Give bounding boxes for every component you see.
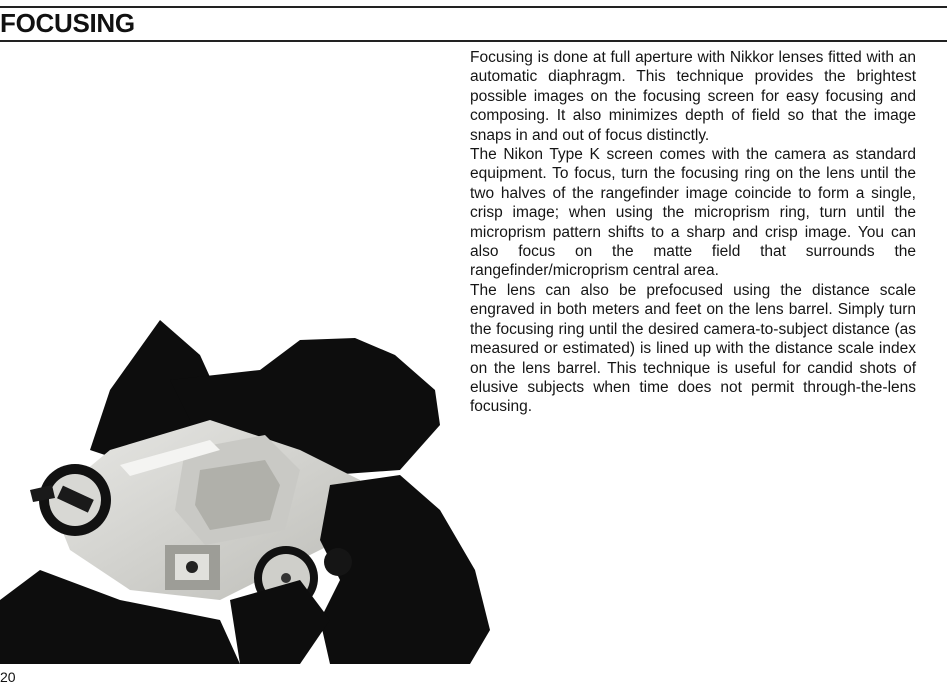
body-text bbox=[470, 48, 916, 417]
paragraph-type-k-screen: The Nikon Type K screen comes with the camera as standard equipment. To focus, turn the focusing ring on the lens until the two halves of the rangefinder image coincide to form a single, crisp image; when using the microprism ring, turn until the microprism pattern shifts to a sharp and crisp image. You can also focus on the matte field that surrounds the rangefinder/microprism central area. bbox=[470, 146, 916, 280]
camera-photo bbox=[0, 300, 490, 664]
paragraph-full-aperture: Focusing is done at full aperture with Nikkor lenses fitted with an automatic diaphragm. This technique provides the brightest possible images on the focusing screen for easy focusing and composing. It also minimizes depth of field so that the image snaps in and out of focus distinctly. bbox=[470, 49, 916, 144]
page-number: 20 bbox=[0, 669, 16, 685]
title-rule bbox=[0, 40, 947, 42]
top-rule bbox=[0, 6, 947, 8]
paragraph-prefocusing: The lens can also be prefocused using the distance scale engraved in both meters and feet on the lens barrel. Simply turn the focusing ring until the desired camera-to-subject distance (as measured or estimated) is lined up with the distance scale index on the lens barrel. This technique is useful for candid shots of elusive subjects when time does not permit through-the-lens focusing. bbox=[470, 281, 916, 416]
page-title: FOCUSING bbox=[0, 8, 135, 38]
